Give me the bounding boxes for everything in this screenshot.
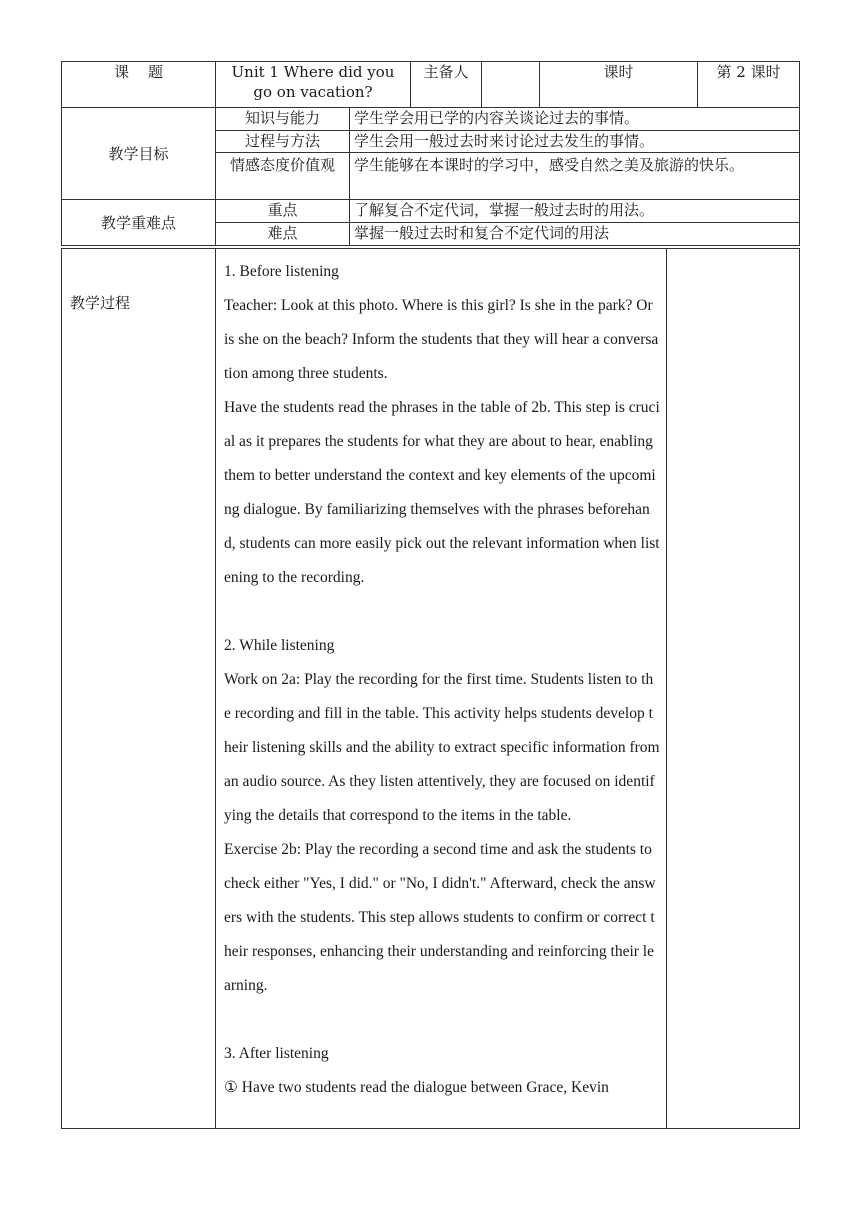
while-listening-paragraph: Exercise 2b: Play the recording a second time and ask the students to check either "Yes, I did." or "No, I didn't." Afterward, check the answers with the students. This step allows students to confirm or correct their responses, enhancing their understanding and reinforcing their learning. <box>224 841 656 994</box>
key-point-row-value: 掌握一般过去时和复合不定代词的用法 <box>350 223 800 246</box>
before-listening-paragraph: Have the students read the phrases in the table of 2b. This step is crucial as it prepares the students for what they are about to hear, enabling them to better understand the context and key elements of the upcoming dialogue. By familiarizing themselves with the phrases beforehand, students can more easily pick out the relevant information when listening to the recording. <box>224 399 660 586</box>
teaching-process-table <box>61 248 800 1129</box>
objectives-label: 教学目标 <box>62 108 216 200</box>
topic-value: Unit 1 Where did you go on vacation? <box>216 62 411 108</box>
process-notes-column <box>667 249 800 1129</box>
key-point-row-label: 重点 <box>216 200 350 223</box>
period-label: 课时 <box>540 62 698 108</box>
topic-label: 课 题 <box>62 62 216 108</box>
key-point-row-label: 难点 <box>216 223 350 246</box>
objective-row-label: 过程与方法 <box>216 131 350 153</box>
process-label: 教学过程 <box>62 249 216 1129</box>
before-listening-heading: 1. Before listening <box>224 263 339 280</box>
after-listening-heading: 3. After listening <box>224 1045 329 1062</box>
while-listening-heading: 2. While listening <box>224 637 335 654</box>
preparer-value <box>482 62 540 108</box>
lesson-info-table <box>61 61 800 246</box>
objective-row-label: 情感态度价值观 <box>216 153 350 200</box>
spacer <box>224 1003 660 1037</box>
while-listening-paragraph: Work on 2a: Play the recording for the first time. Students listen to the recording and fill in the table. This activity helps students develop their listening skills and the ability to extract specific information from an audio source. As they listen attentively, they are focused on identifying the details that correspond to the items in the table. <box>224 671 660 824</box>
key-point-row-value: 了解复合不定代词，掌握一般过去时的用法。 <box>350 200 800 223</box>
objective-row-value: 学生能够在本课时的学习中，感受自然之美及旅游的快乐。 <box>350 153 800 200</box>
objective-row-value: 学生学会用已学的内容关谈论过去的事情。 <box>350 108 800 131</box>
objective-row-label: 知识与能力 <box>216 108 350 131</box>
before-listening-paragraph: Teacher: Look at this photo. Where is this girl? Is she in the park? Or is she on the beach? Inform the students that they will hear a conversation among three students. <box>224 297 659 382</box>
after-listening-paragraph: ① Have two students read the dialogue between Grace, Kevin <box>224 1079 609 1096</box>
objective-row-value: 学生会用一般过去时来讨论过去发生的事情。 <box>350 131 800 153</box>
key-points-label: 教学重难点 <box>62 200 216 246</box>
period-value: 第 2 课时 <box>698 62 800 108</box>
process-content <box>216 249 667 1129</box>
preparer-label: 主备人 <box>411 62 482 108</box>
spacer <box>224 595 660 629</box>
